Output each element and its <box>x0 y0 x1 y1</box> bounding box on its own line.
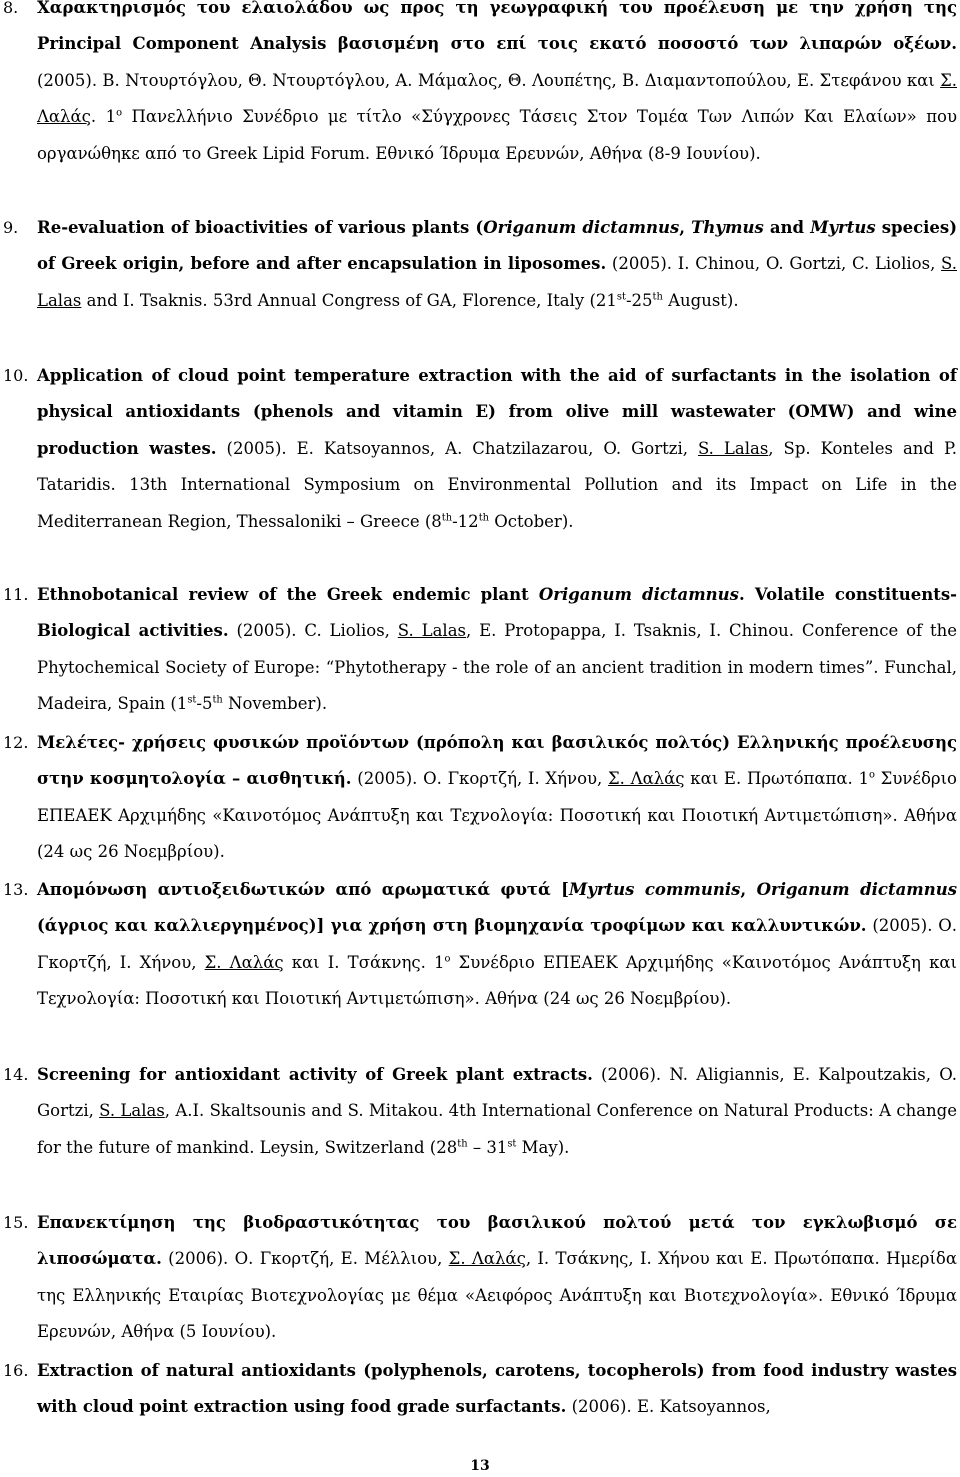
reference-text-run: November). <box>222 694 328 714</box>
item-number: 12. <box>3 733 29 752</box>
reference-title-run: Origanum dictamnus <box>756 880 957 899</box>
reference-title-run: Application of cloud point temperature extraction with the aid of surfactants in the isolation of physical antioxidants (phenols and vitamin E) from olive mill wastewater (OMW) and wine production wastes. <box>37 366 957 458</box>
author-name-underlined: S. Lalas <box>37 254 957 310</box>
item-number: 10. <box>3 366 29 385</box>
superscript: st <box>507 1138 517 1150</box>
reference-title-run: Επανεκτίμηση της βιοδραστικότητας του βασιλικού πολτού μετά τον εγκλωβισμό σε λιποσώματα. <box>37 1213 957 1269</box>
item-number: 14. <box>3 1065 29 1084</box>
author-name-underlined: S. Lalas <box>99 1101 165 1121</box>
author-name-underlined: Σ. Λαλάς <box>204 952 284 972</box>
reference-title-run: Origanum dictamnus <box>538 585 739 604</box>
reference-text-run: (2005). Ο. Γκορτζή, Ι. Χήνου, <box>37 916 957 972</box>
item-text <box>37 210 957 319</box>
reference-text-run: , A.I. Skaltsounis and S. Mitakou. 4th International Conference on Natural Products: A change for the future of mankind. Leysin, Switzerland (28 <box>37 1101 957 1157</box>
reference-text-run: Πανελλήνιο Συνέδριο με τίτλο «Σύγχρονες Τάσεις Στον Τομέα Των Λιπών Και Ελαίων» που οργανώθηκε από το Greek Lipid Forum. Εθνικό Ίδρυμα Ερευνών, Αθήνα (8-9 Ιουνίου). <box>37 107 957 163</box>
reference-text-run: Συνέδριο ΕΠΕΑΕΚ Αρχιμήδης «Καινοτόμος Ανάπτυξη και Τεχνολογία: Ποσοτική και Ποιοτική Αντιμετώπιση». Αθήνα (24 ως 26 Νοεμβρίου). <box>37 769 957 862</box>
reference-title-run: Origanum dictamnus <box>483 218 680 237</box>
superscript: ο <box>116 107 123 119</box>
superscript: th <box>478 512 490 524</box>
reference-title-run: species) of Greek origin, before and after encapsulation in liposomes. <box>37 218 957 274</box>
reference-text-run: (2005). E. Katsoyannos, A. Chatzilazarou, O. Gortzi, <box>216 438 698 458</box>
reference-text-run: , Sp. Konteles and P. Tataridis. 13th International Symposium on Environmental Pollution and its Impact on Life in the Mediterranean Region, Thessaloniki – Greece (8 <box>37 438 957 531</box>
reference-title-run: Extraction of natural antioxidants (polyphenols, carotens, tocopherols) from food industry wastes with cloud point extraction using food grade surfactants. <box>37 1361 957 1417</box>
superscript: ο <box>869 769 875 781</box>
reference-text-run: , Ι. Τσάκνης, Ι. Χήνου και Ε. Πρωτόπαπα. Ημερίδα της Ελληνικής Εταιρίας Βιοτεχνολογίας με θέμα «Αειφόρος Ανάπτυξη και Βιοτεχνολογία». Εθνικό Ίδρυμα Ερευνών, Αθήνα (5 Ιουνίου). <box>37 1249 957 1342</box>
reference-title-run: Ethnobotanical review of the Greek endemic plant <box>37 585 539 604</box>
item-number: 15. <box>3 1213 29 1232</box>
item-text <box>37 358 957 540</box>
item-text <box>37 1205 957 1351</box>
reference-text-run: (2005). Ο. Γκορτζή, Ι. Χήνου, <box>351 769 609 789</box>
reference-title-run: Myrtus <box>810 218 876 237</box>
reference-text-run: Συνέδριο ΕΠΕΑΕΚ Αρχιμήδης «Καινοτόμος Ανάπτυξη και Τεχνολογία: Ποσοτική και Ποιοτική Αντιμετώπιση». Αθήνα (24 ως 26 Νοεμβρίου). <box>37 952 957 1009</box>
reference-title-run: Re-evaluation of bioactivities of various plants ( <box>37 218 484 237</box>
reference-text-run: August). <box>662 290 739 310</box>
author-name-underlined: S. Lalas <box>397 621 466 641</box>
reference-title-run: Χαρακτηρισμός του ελαιολάδου ως προς τη γεωγραφική του προέλευση με την χρήση της Principal Component Analysis βασισμένη στο επί τοις εκατό ποσοστό των λιπαρών οξέων. <box>37 0 957 54</box>
reference-title-run: Screening for antioxidant activity of Greek plant extracts. <box>37 1065 593 1084</box>
reference-title-run: Απομόνωση αντιοξειδωτικών από αρωματικά φυτά [ <box>37 880 569 899</box>
author-name-underlined: Σ. Λαλάς <box>608 769 685 789</box>
reference-title-run: , <box>740 880 757 899</box>
reference-text-run: – 31 <box>467 1137 508 1157</box>
author-name-underlined: S. Lalas <box>697 438 769 458</box>
item-text <box>37 577 957 723</box>
superscript: th <box>652 291 663 303</box>
item-number: 16. <box>3 1361 29 1380</box>
superscript: ο <box>444 953 451 965</box>
superscript: th <box>441 512 453 524</box>
item-text <box>37 725 957 871</box>
author-name-underlined: Σ. Λαλάς <box>448 1249 526 1269</box>
reference-text-run: . 1 <box>90 107 117 127</box>
superscript: th <box>212 694 223 706</box>
reference-text-run: , E. Protopappa, I. Tsaknis, I. Chinou. Conference of the Phytochemical Society of Europe: “Phytotherapy - the role of an ancient tradition in modern times”. Funchal, Madeira, Spain (1 <box>37 621 957 714</box>
reference-text-run: -12 <box>452 511 479 531</box>
author-name-underlined: Σ. Λαλάς <box>37 70 957 127</box>
reference-title-run: (άγριος και καλλιεργημένος)] για χρήση στη βιομηχανία τροφίμων και καλλυντικών. <box>37 916 867 936</box>
reference-title-run: and <box>763 218 811 237</box>
superscript: st <box>616 291 626 303</box>
reference-title-run: , <box>679 218 692 237</box>
reference-title-run: Μελέτες- χρήσεις φυσικών προϊόντων (πρόπολη και βασιλικός πολτός) Ελληνικής προέλευσης στην κοσμητολογία – αισθητική. <box>37 733 957 789</box>
reference-title-run: Myrtus communis <box>568 880 741 899</box>
reference-text-run: (2005). Β. Ντουρτόγλου, Θ. Ντουρτόγλου, Α. Μάμαλος, Θ. Λουπέτης, Β. Διαμαντοπούλου, Ε. Στεφάνου και <box>37 70 941 90</box>
reference-title-run: . Volatile constituents-Biological activities. <box>37 585 957 641</box>
item-text <box>37 1353 957 1426</box>
item-text <box>37 1057 957 1166</box>
reference-text-run: και Ε. Πρωτόπαπα. 1 <box>684 769 869 789</box>
superscript: th <box>457 1138 468 1150</box>
reference-text-run: (2006). E. Katsoyannos, <box>566 1397 771 1417</box>
item-number: 8. <box>3 0 19 17</box>
superscript: st <box>187 694 197 706</box>
reference-text-run: and I. Tsaknis. 53rd Annual Congress of GA, Florence, Italy (21 <box>81 290 617 310</box>
reference-text-run: October). <box>489 511 574 531</box>
reference-text-run: (2005). C. Liolios, <box>228 621 398 641</box>
reference-title-run: Thymus <box>691 218 764 237</box>
reference-text-run: -25 <box>625 290 653 310</box>
page-number: 13 <box>470 1458 490 1474</box>
item-number: 9. <box>3 218 19 237</box>
reference-text-run: (2006). Ο. Γκορτζή, Ε. Μέλλιου, <box>161 1249 449 1269</box>
item-text <box>37 0 957 172</box>
reference-text-run: και Ι. Τσάκνης. 1 <box>283 952 445 972</box>
reference-text-run: May). <box>516 1137 570 1157</box>
reference-text-run: (2006). N. Aligiannis, E. Kalpoutzakis, O. Gortzi, <box>37 1065 958 1121</box>
item-number: 13. <box>3 880 29 899</box>
item-number: 11. <box>3 585 29 604</box>
reference-text-run: -5 <box>196 694 213 714</box>
item-text <box>37 872 957 1018</box>
reference-text-run: (2005). I. Chinou, O. Gortzi, C. Liolios, <box>606 254 942 274</box>
